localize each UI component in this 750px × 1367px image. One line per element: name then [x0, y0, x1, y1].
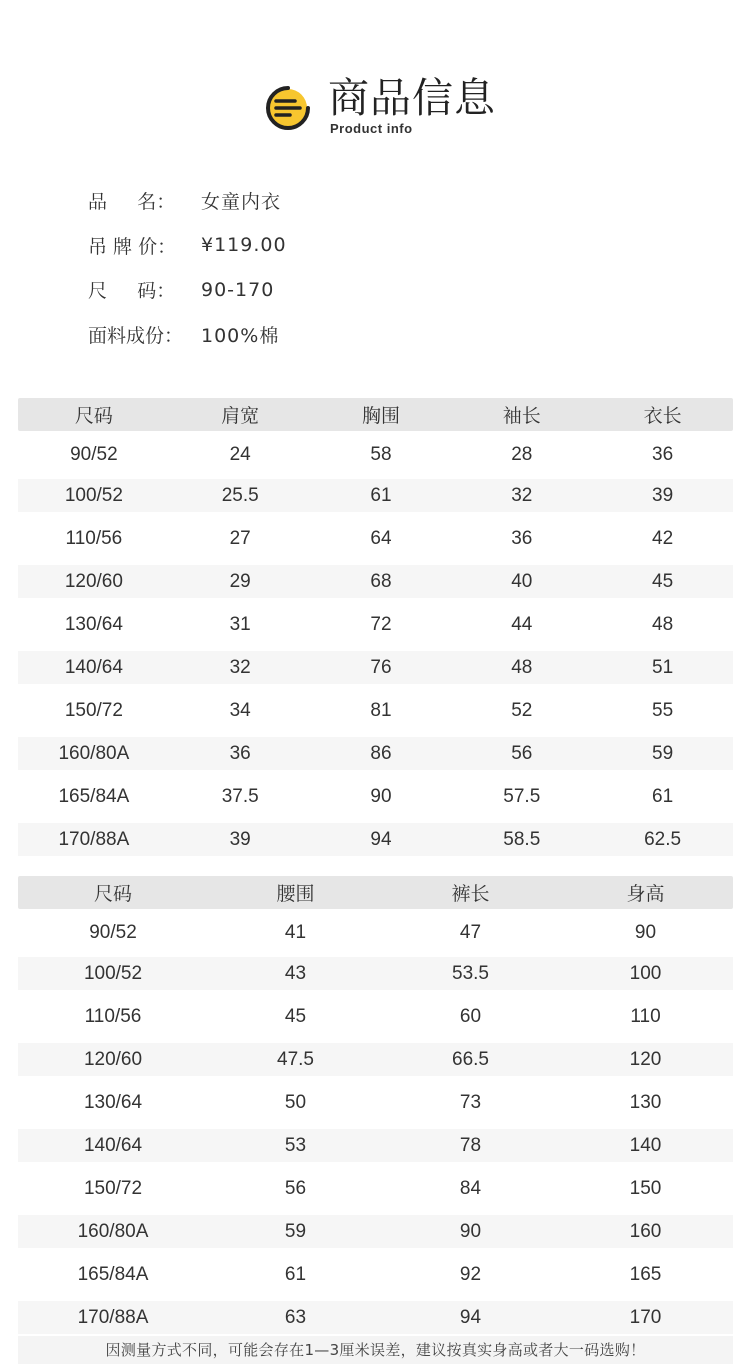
table-cell: 94 [459, 1306, 482, 1328]
table-cell: 86 [370, 742, 392, 764]
table-cell: 53 [284, 1134, 307, 1156]
info-label: 品 名： [88, 190, 176, 213]
table-cell: 61 [370, 484, 392, 506]
page-header [0, 0, 750, 150]
table-cell: 68 [370, 570, 392, 592]
table-header-cell: 尺码 [74, 405, 113, 427]
table-cell: 120/60 [83, 1048, 143, 1070]
table-cell: 37.5 [221, 785, 259, 807]
table-cell: 78 [459, 1134, 482, 1156]
table-cell: 28 [511, 444, 533, 465]
table-cell: 24 [229, 444, 251, 465]
table-cell: 45 [652, 570, 674, 592]
table-cell: 36 [229, 742, 251, 764]
table-cell: 60 [459, 1005, 482, 1027]
table-cell: 130/64 [83, 1091, 143, 1113]
info-row-price [88, 223, 688, 268]
table-cell: 165/84A [77, 1263, 149, 1285]
table-cell: 120 [629, 1048, 662, 1070]
table-cell: 56 [511, 742, 533, 764]
table-cell: 110/56 [65, 527, 123, 549]
table-cell: 48 [511, 656, 533, 678]
table-cell: 39 [652, 484, 674, 506]
table-cell: 64 [370, 527, 392, 549]
table-cell: 120/60 [64, 570, 123, 592]
table-cell: 45 [284, 1005, 307, 1027]
table-row [18, 770, 733, 823]
table-cell: 90/52 [89, 922, 137, 943]
table-row [18, 1043, 733, 1076]
table-cell: 90 [634, 922, 657, 943]
table-cell: 56 [284, 1177, 307, 1199]
table-row [18, 909, 733, 957]
table-cell: 29 [229, 570, 251, 592]
table-cell: 31 [229, 613, 251, 635]
table-cell: 170/88A [77, 1306, 149, 1328]
table-header-cell: 裤长 [451, 883, 490, 905]
table-row [18, 431, 733, 479]
table-cell: 52 [511, 699, 533, 721]
table-cell: 140/64 [64, 656, 123, 678]
table-cell: 100/52 [83, 962, 143, 984]
page-subtitle: Product info [330, 121, 413, 136]
info-value: 女童内衣 [201, 190, 282, 213]
product-info [88, 178, 688, 357]
table-row [18, 1162, 733, 1215]
table-cell: 90/52 [70, 444, 118, 465]
table-cell: 130/64 [64, 613, 123, 635]
table-header-cell: 身高 [626, 883, 665, 905]
table-cell: 165/84A [58, 785, 130, 807]
table-header-cell: 衣长 [643, 405, 682, 427]
table-cell: 66.5 [452, 1048, 489, 1070]
table-row [18, 990, 733, 1043]
table-cell: 36 [652, 444, 674, 465]
info-value: 90-170 [201, 278, 275, 301]
table-header-cell: 袖长 [502, 405, 541, 427]
table-row [18, 1248, 733, 1301]
table-cell: 42 [652, 527, 674, 549]
table-cell: 92 [459, 1263, 482, 1285]
table-cell: 62.5 [644, 828, 682, 850]
table-cell: 40 [511, 570, 533, 592]
table-cell: 170/88A [58, 828, 130, 850]
bottom-size-table [18, 876, 733, 1334]
document-badge-icon [264, 84, 312, 132]
table-cell: 165 [629, 1263, 662, 1285]
table-cell: 43 [284, 962, 307, 984]
measurement-note: 因测量方式不同，可能会存在1—3厘米误差，建议按真实身高或者大一码选购！ [18, 1336, 733, 1364]
table-cell: 140 [629, 1134, 662, 1156]
table-cell: 44 [511, 613, 533, 635]
table-cell: 59 [652, 742, 674, 764]
table-row [18, 651, 733, 684]
table-cell: 76 [370, 656, 392, 678]
table-row [18, 1129, 733, 1162]
table-row [18, 1301, 733, 1334]
table-header-row [18, 876, 733, 909]
info-label: 面料成份： [88, 324, 184, 347]
table-cell: 32 [229, 656, 251, 678]
table-cell: 25.5 [221, 484, 259, 506]
table-row [18, 598, 733, 651]
table-cell: 110 [630, 1005, 661, 1027]
table-cell: 170 [629, 1306, 662, 1328]
table-cell: 59 [284, 1220, 307, 1242]
table-cell: 81 [370, 699, 392, 721]
info-row-name [88, 178, 688, 223]
table-row [18, 512, 733, 565]
table-header-cell: 胸围 [361, 405, 400, 427]
table-cell: 36 [511, 527, 533, 549]
table-header-cell: 尺码 [93, 883, 132, 905]
table-cell: 150 [629, 1177, 662, 1199]
table-cell: 50 [284, 1091, 307, 1113]
info-value: ¥119.00 [201, 234, 287, 257]
page-title: 商品信息 [328, 74, 496, 122]
top-size-table [18, 398, 733, 856]
table-cell: 90 [370, 785, 392, 807]
table-cell: 110/56 [84, 1005, 142, 1027]
table-cell: 53.5 [452, 962, 489, 984]
table-cell: 150/72 [64, 699, 123, 721]
table-row [18, 1076, 733, 1129]
table-cell: 150/72 [83, 1177, 143, 1199]
info-row-size [88, 267, 688, 312]
table-cell: 47.5 [277, 1048, 314, 1070]
table-cell: 58.5 [503, 828, 541, 850]
table-row [18, 957, 733, 990]
table-cell: 39 [229, 828, 251, 850]
table-cell: 160/80A [58, 742, 130, 764]
table-header-cell: 肩宽 [221, 405, 260, 427]
table-cell: 100 [629, 962, 662, 984]
table-cell: 100/52 [64, 484, 123, 506]
table-cell: 61 [652, 785, 674, 807]
table-cell: 41 [284, 922, 307, 943]
info-label: 吊 牌 价： [88, 235, 177, 258]
table-cell: 58 [370, 444, 392, 465]
table-header-cell: 腰围 [276, 883, 315, 905]
table-cell: 51 [652, 656, 674, 678]
info-value: 100%棉 [201, 324, 280, 347]
table-header-row [18, 398, 733, 431]
table-cell: 32 [511, 484, 533, 506]
table-row [18, 479, 733, 512]
table-cell: 140/64 [83, 1134, 143, 1156]
table-cell: 84 [459, 1177, 482, 1199]
table-cell: 63 [284, 1306, 307, 1328]
table-cell: 72 [370, 613, 392, 635]
table-cell: 73 [459, 1091, 482, 1113]
table-row [18, 823, 733, 856]
table-row [18, 684, 733, 737]
table-row [18, 737, 733, 770]
table-cell: 94 [370, 828, 392, 850]
table-row [18, 565, 733, 598]
table-cell: 160 [629, 1220, 662, 1242]
info-row-fabric [88, 312, 688, 357]
table-row [18, 1215, 733, 1248]
table-cell: 61 [284, 1263, 307, 1285]
table-cell: 160/80A [77, 1220, 149, 1242]
table-cell: 34 [229, 699, 251, 721]
table-cell: 130 [629, 1091, 662, 1113]
info-label: 尺 码： [88, 280, 176, 303]
table-cell: 27 [229, 527, 251, 549]
table-cell: 90 [459, 1220, 482, 1242]
table-cell: 57.5 [503, 785, 541, 807]
table-cell: 55 [652, 699, 674, 721]
table-cell: 47 [459, 922, 482, 943]
table-cell: 48 [652, 613, 674, 635]
